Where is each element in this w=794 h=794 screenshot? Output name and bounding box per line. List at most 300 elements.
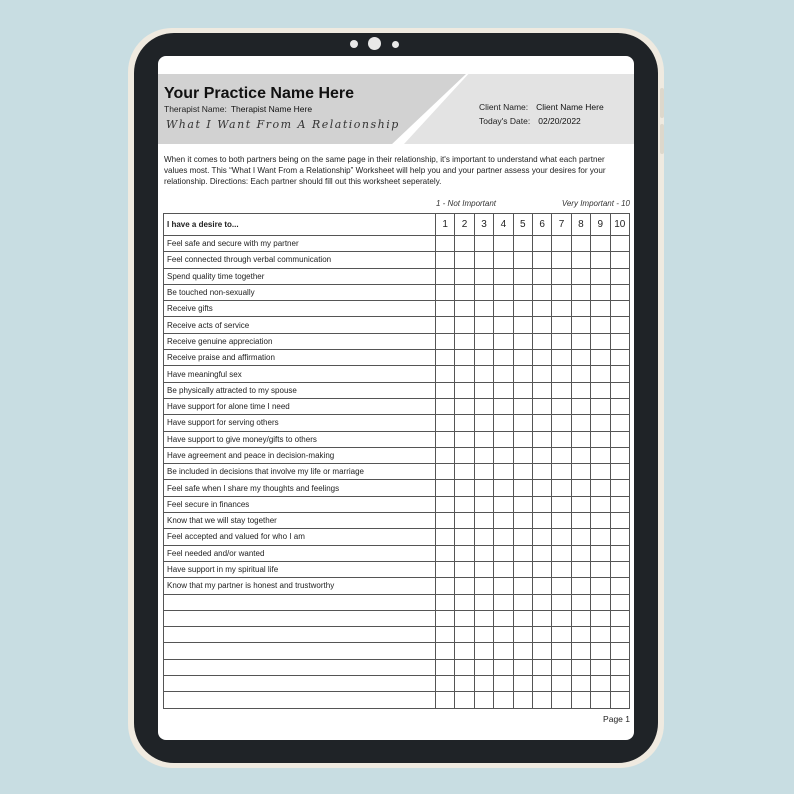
rating-cell[interactable] xyxy=(591,236,610,252)
rating-cell[interactable] xyxy=(552,398,571,414)
rating-cell[interactable] xyxy=(591,545,610,561)
rating-cell[interactable] xyxy=(436,561,455,577)
rating-cell[interactable] xyxy=(455,545,474,561)
rating-cell[interactable] xyxy=(571,496,590,512)
rating-cell[interactable] xyxy=(494,529,513,545)
rating-cell[interactable] xyxy=(494,350,513,366)
rating-cell[interactable] xyxy=(474,610,493,626)
rating-cell[interactable] xyxy=(552,464,571,480)
rating-cell[interactable] xyxy=(436,643,455,659)
rating-cell[interactable] xyxy=(532,333,551,349)
rating-cell[interactable] xyxy=(532,366,551,382)
rating-cell[interactable] xyxy=(455,268,474,284)
rating-cell[interactable] xyxy=(436,382,455,398)
rating-cell[interactable] xyxy=(571,268,590,284)
rating-cell[interactable] xyxy=(532,545,551,561)
rating-cell[interactable] xyxy=(552,366,571,382)
rating-cell[interactable] xyxy=(436,513,455,529)
rating-cell[interactable] xyxy=(591,333,610,349)
desire-label: Feel secure in finances xyxy=(164,496,436,512)
rating-cell[interactable] xyxy=(494,496,513,512)
rating-cell[interactable] xyxy=(610,627,629,643)
rating-cell[interactable] xyxy=(610,366,629,382)
rating-cell[interactable] xyxy=(513,578,532,594)
desire-label: Receive acts of service xyxy=(164,317,436,333)
rating-cell[interactable] xyxy=(571,382,590,398)
rating-cell[interactable] xyxy=(552,513,571,529)
rating-cell[interactable] xyxy=(455,382,474,398)
rating-cell[interactable] xyxy=(513,659,532,675)
rating-cell[interactable] xyxy=(474,431,493,447)
rating-cell[interactable] xyxy=(436,659,455,675)
rating-cell[interactable] xyxy=(610,398,629,414)
rating-cell[interactable] xyxy=(455,284,474,300)
rating-cell[interactable] xyxy=(474,464,493,480)
rating-cell[interactable] xyxy=(513,643,532,659)
rating-cell[interactable] xyxy=(591,464,610,480)
rating-cell[interactable] xyxy=(571,594,590,610)
rating-cell[interactable] xyxy=(474,561,493,577)
rating-cell[interactable] xyxy=(455,659,474,675)
rating-cell[interactable] xyxy=(513,366,532,382)
rating-cell[interactable] xyxy=(610,480,629,496)
rating-cell[interactable] xyxy=(552,301,571,317)
rating-cell[interactable] xyxy=(532,480,551,496)
rating-cell[interactable] xyxy=(532,464,551,480)
rating-cell[interactable] xyxy=(610,594,629,610)
rating-cell[interactable] xyxy=(455,366,474,382)
rating-cell[interactable] xyxy=(610,415,629,431)
rating-cell[interactable] xyxy=(513,236,532,252)
rating-cell[interactable] xyxy=(571,513,590,529)
rating-cell[interactable] xyxy=(494,236,513,252)
rating-cell[interactable] xyxy=(455,236,474,252)
rating-cell[interactable] xyxy=(474,268,493,284)
rating-cell[interactable] xyxy=(591,317,610,333)
rating-cell[interactable] xyxy=(532,350,551,366)
rating-cell[interactable] xyxy=(513,252,532,268)
rating-cell[interactable] xyxy=(436,415,455,431)
rating-cell[interactable] xyxy=(474,480,493,496)
rating-cell[interactable] xyxy=(513,431,532,447)
rating-cell[interactable] xyxy=(552,627,571,643)
rating-cell[interactable] xyxy=(552,431,571,447)
rating-cell[interactable] xyxy=(532,415,551,431)
rating-cell[interactable] xyxy=(552,350,571,366)
rating-cell[interactable] xyxy=(552,643,571,659)
rating-cell[interactable] xyxy=(591,252,610,268)
rating-cell[interactable] xyxy=(610,268,629,284)
rating-cell[interactable] xyxy=(591,659,610,675)
rating-cell[interactable] xyxy=(513,284,532,300)
rating-cell[interactable] xyxy=(494,464,513,480)
rating-cell[interactable] xyxy=(455,594,474,610)
rating-cell[interactable] xyxy=(494,252,513,268)
rating-cell[interactable] xyxy=(552,252,571,268)
rating-cell[interactable] xyxy=(591,268,610,284)
rating-cell[interactable] xyxy=(513,317,532,333)
rating-cell[interactable] xyxy=(494,415,513,431)
rating-cell[interactable] xyxy=(513,333,532,349)
rating-cell[interactable] xyxy=(552,496,571,512)
rating-cell[interactable] xyxy=(494,317,513,333)
rating-cell[interactable] xyxy=(552,561,571,577)
rating-cell[interactable] xyxy=(436,610,455,626)
rating-cell[interactable] xyxy=(552,268,571,284)
rating-cell[interactable] xyxy=(474,594,493,610)
rating-cell[interactable] xyxy=(571,431,590,447)
rating-cell[interactable] xyxy=(455,464,474,480)
rating-cell[interactable] xyxy=(513,480,532,496)
rating-cell[interactable] xyxy=(455,627,474,643)
rating-cell[interactable] xyxy=(532,317,551,333)
rating-cell[interactable] xyxy=(571,643,590,659)
rating-cell[interactable] xyxy=(552,692,571,708)
rating-cell[interactable] xyxy=(474,382,493,398)
rating-cell[interactable] xyxy=(552,333,571,349)
rating-cell[interactable] xyxy=(591,578,610,594)
rating-cell[interactable] xyxy=(591,594,610,610)
rating-cell[interactable] xyxy=(474,333,493,349)
rating-cell[interactable] xyxy=(532,692,551,708)
rating-cell[interactable] xyxy=(455,333,474,349)
rating-cell[interactable] xyxy=(610,301,629,317)
rating-cell[interactable] xyxy=(532,431,551,447)
rating-cell[interactable] xyxy=(610,252,629,268)
rating-cell[interactable] xyxy=(532,594,551,610)
rating-cell[interactable] xyxy=(532,382,551,398)
rating-cell[interactable] xyxy=(591,431,610,447)
rating-cell[interactable] xyxy=(436,333,455,349)
rating-cell[interactable] xyxy=(591,447,610,463)
rating-cell[interactable] xyxy=(474,366,493,382)
rating-cell[interactable] xyxy=(552,415,571,431)
rating-cell[interactable] xyxy=(532,561,551,577)
rating-cell[interactable] xyxy=(571,464,590,480)
rating-cell[interactable] xyxy=(591,627,610,643)
rating-cell[interactable] xyxy=(571,561,590,577)
rating-cell[interactable] xyxy=(610,692,629,708)
date-value[interactable]: 02/20/2022 xyxy=(538,116,581,126)
rating-cell[interactable] xyxy=(532,236,551,252)
rating-cell[interactable] xyxy=(610,561,629,577)
rating-cell[interactable] xyxy=(591,366,610,382)
rating-cell[interactable] xyxy=(436,268,455,284)
rating-cell[interactable] xyxy=(513,676,532,692)
rating-cell[interactable] xyxy=(494,366,513,382)
rating-cell[interactable] xyxy=(591,301,610,317)
rating-cell[interactable] xyxy=(591,529,610,545)
rating-cell[interactable] xyxy=(610,382,629,398)
rating-cell[interactable] xyxy=(610,659,629,675)
rating-cell[interactable] xyxy=(552,610,571,626)
desire-label xyxy=(164,610,436,626)
rating-cell[interactable] xyxy=(552,578,571,594)
rating-cell[interactable] xyxy=(455,447,474,463)
rating-cell[interactable] xyxy=(532,659,551,675)
rating-cell[interactable] xyxy=(552,480,571,496)
rating-cell[interactable] xyxy=(610,513,629,529)
rating-cell[interactable] xyxy=(455,529,474,545)
rating-cell[interactable] xyxy=(494,447,513,463)
rating-cell[interactable] xyxy=(591,561,610,577)
rating-cell[interactable] xyxy=(474,545,493,561)
rating-cell[interactable] xyxy=(494,692,513,708)
rating-cell[interactable] xyxy=(436,284,455,300)
rating-cell[interactable] xyxy=(532,398,551,414)
rating-cell[interactable] xyxy=(474,627,493,643)
rating-cell[interactable] xyxy=(591,382,610,398)
rating-cell[interactable] xyxy=(513,692,532,708)
rating-cell[interactable] xyxy=(532,496,551,512)
rating-cell[interactable] xyxy=(436,545,455,561)
rating-cell[interactable] xyxy=(436,252,455,268)
rating-cell[interactable] xyxy=(494,268,513,284)
rating-cell[interactable] xyxy=(591,676,610,692)
rating-cell[interactable] xyxy=(571,529,590,545)
rating-cell[interactable] xyxy=(474,513,493,529)
rating-cell[interactable] xyxy=(532,643,551,659)
rating-cell[interactable] xyxy=(610,676,629,692)
rating-cell[interactable] xyxy=(474,284,493,300)
rating-cell[interactable] xyxy=(455,561,474,577)
rating-cell[interactable] xyxy=(436,350,455,366)
rating-cell[interactable] xyxy=(436,692,455,708)
rating-cell[interactable] xyxy=(532,610,551,626)
rating-cell[interactable] xyxy=(610,350,629,366)
rating-cell[interactable] xyxy=(610,317,629,333)
rating-cell[interactable] xyxy=(455,431,474,447)
rating-cell[interactable] xyxy=(552,382,571,398)
rating-cell[interactable] xyxy=(455,496,474,512)
rating-cell[interactable] xyxy=(513,447,532,463)
rating-cell[interactable] xyxy=(513,627,532,643)
rating-cell[interactable] xyxy=(513,268,532,284)
rating-cell[interactable] xyxy=(474,659,493,675)
desire-label: Have support to give money/gifts to others xyxy=(164,431,436,447)
rating-cell[interactable] xyxy=(474,236,493,252)
rating-cell[interactable] xyxy=(591,398,610,414)
rating-cell[interactable] xyxy=(494,513,513,529)
rating-cell[interactable] xyxy=(571,350,590,366)
rating-cell[interactable] xyxy=(494,431,513,447)
rating-cell[interactable] xyxy=(474,578,493,594)
rating-cell[interactable] xyxy=(513,496,532,512)
rating-cell[interactable] xyxy=(552,529,571,545)
rating-cell[interactable] xyxy=(513,350,532,366)
rating-cell[interactable] xyxy=(474,398,493,414)
rating-cell[interactable] xyxy=(513,513,532,529)
rating-cell[interactable] xyxy=(513,415,532,431)
rating-cell[interactable] xyxy=(455,415,474,431)
rating-cell[interactable] xyxy=(591,415,610,431)
rating-cell[interactable] xyxy=(474,415,493,431)
rating-cell[interactable] xyxy=(513,301,532,317)
rating-cell[interactable] xyxy=(513,464,532,480)
rating-cell[interactable] xyxy=(552,236,571,252)
rating-cell[interactable] xyxy=(436,578,455,594)
rating-cell[interactable] xyxy=(591,480,610,496)
rating-cell[interactable] xyxy=(571,415,590,431)
rating-cell[interactable] xyxy=(591,643,610,659)
rating-cell[interactable] xyxy=(532,676,551,692)
rating-cell[interactable] xyxy=(436,366,455,382)
rating-cell[interactable] xyxy=(494,284,513,300)
rating-cell[interactable] xyxy=(455,643,474,659)
rating-cell[interactable] xyxy=(494,561,513,577)
rating-cell[interactable] xyxy=(610,333,629,349)
rating-cell[interactable] xyxy=(571,366,590,382)
rating-cell[interactable] xyxy=(494,545,513,561)
rating-cell[interactable] xyxy=(474,692,493,708)
rating-cell[interactable] xyxy=(571,333,590,349)
rating-cell[interactable] xyxy=(436,464,455,480)
rating-cell[interactable] xyxy=(436,317,455,333)
rating-cell[interactable] xyxy=(436,529,455,545)
rating-cell[interactable] xyxy=(610,447,629,463)
rating-cell[interactable] xyxy=(513,529,532,545)
rating-cell[interactable] xyxy=(591,284,610,300)
rating-cell[interactable] xyxy=(494,643,513,659)
rating-cell[interactable] xyxy=(591,350,610,366)
rating-cell[interactable] xyxy=(571,398,590,414)
rating-cell[interactable] xyxy=(474,447,493,463)
rating-cell[interactable] xyxy=(455,350,474,366)
rating-cell[interactable] xyxy=(571,676,590,692)
scale-high: Very Important - 10 xyxy=(561,199,630,208)
rating-cell[interactable] xyxy=(532,301,551,317)
rating-cell[interactable] xyxy=(532,513,551,529)
rating-cell[interactable] xyxy=(571,545,590,561)
rating-cell[interactable] xyxy=(552,284,571,300)
rating-cell[interactable] xyxy=(610,236,629,252)
rating-cell[interactable] xyxy=(532,627,551,643)
rating-cell[interactable] xyxy=(610,578,629,594)
rating-cell[interactable] xyxy=(474,252,493,268)
rating-cell[interactable] xyxy=(494,594,513,610)
rating-cell[interactable] xyxy=(571,317,590,333)
rating-cell[interactable] xyxy=(532,252,551,268)
rating-cell[interactable] xyxy=(552,545,571,561)
rating-cell[interactable] xyxy=(513,545,532,561)
rating-cell[interactable] xyxy=(494,301,513,317)
rating-cell[interactable] xyxy=(494,480,513,496)
rating-cell[interactable] xyxy=(571,301,590,317)
desire-label: Have support for alone time I need xyxy=(164,398,436,414)
rating-cell[interactable] xyxy=(571,692,590,708)
rating-cell[interactable] xyxy=(494,333,513,349)
rating-cell[interactable] xyxy=(455,252,474,268)
rating-cell[interactable] xyxy=(455,317,474,333)
rating-cell[interactable] xyxy=(571,627,590,643)
rating-cell[interactable] xyxy=(571,659,590,675)
rating-cell[interactable] xyxy=(455,676,474,692)
rating-cell[interactable] xyxy=(455,692,474,708)
rating-cell[interactable] xyxy=(494,578,513,594)
rating-cell[interactable] xyxy=(513,594,532,610)
therapist-name[interactable]: Therapist Name Here xyxy=(230,104,313,114)
rating-cell[interactable] xyxy=(513,398,532,414)
rating-cell[interactable] xyxy=(455,301,474,317)
rating-cell[interactable] xyxy=(494,382,513,398)
rating-cell[interactable] xyxy=(571,284,590,300)
rating-cell[interactable] xyxy=(571,480,590,496)
rating-cell[interactable] xyxy=(436,594,455,610)
rating-cell[interactable] xyxy=(436,627,455,643)
rating-cell[interactable] xyxy=(532,447,551,463)
rating-cell[interactable] xyxy=(552,676,571,692)
rating-cell[interactable] xyxy=(532,284,551,300)
rating-cell[interactable] xyxy=(455,480,474,496)
rating-cell[interactable] xyxy=(494,676,513,692)
rating-cell[interactable] xyxy=(552,594,571,610)
rating-cell[interactable] xyxy=(436,676,455,692)
rating-cell[interactable] xyxy=(436,431,455,447)
rating-cell[interactable] xyxy=(571,236,590,252)
rating-cell[interactable] xyxy=(436,236,455,252)
rating-cell[interactable] xyxy=(494,659,513,675)
rating-cell[interactable] xyxy=(436,447,455,463)
rating-cell[interactable] xyxy=(610,529,629,545)
rating-cell[interactable] xyxy=(513,561,532,577)
rating-cell[interactable] xyxy=(513,382,532,398)
rating-cell[interactable] xyxy=(494,627,513,643)
rating-cell[interactable] xyxy=(474,529,493,545)
rating-cell[interactable] xyxy=(610,643,629,659)
rating-cell[interactable] xyxy=(455,610,474,626)
rating-cell[interactable] xyxy=(494,610,513,626)
rating-cell[interactable] xyxy=(436,496,455,512)
rating-cell[interactable] xyxy=(571,252,590,268)
rating-cell[interactable] xyxy=(591,610,610,626)
rating-cell[interactable] xyxy=(474,676,493,692)
rating-cell[interactable] xyxy=(552,659,571,675)
rating-cell[interactable] xyxy=(494,398,513,414)
rating-cell[interactable] xyxy=(610,284,629,300)
rating-cell[interactable] xyxy=(455,398,474,414)
rating-cell[interactable] xyxy=(474,643,493,659)
rating-cell[interactable] xyxy=(571,610,590,626)
rating-cell[interactable] xyxy=(532,578,551,594)
rating-cell[interactable] xyxy=(591,513,610,529)
rating-cell[interactable] xyxy=(610,464,629,480)
rating-cell[interactable] xyxy=(474,301,493,317)
rating-cell[interactable] xyxy=(436,480,455,496)
rating-cell[interactable] xyxy=(552,447,571,463)
rating-cell[interactable] xyxy=(436,398,455,414)
rating-cell[interactable] xyxy=(552,317,571,333)
rating-cell[interactable] xyxy=(610,545,629,561)
sensor-icon xyxy=(392,41,399,48)
rating-cell[interactable] xyxy=(532,529,551,545)
rating-cell[interactable] xyxy=(455,513,474,529)
rating-cell[interactable] xyxy=(610,610,629,626)
rating-cell[interactable] xyxy=(474,496,493,512)
rating-cell[interactable] xyxy=(591,692,610,708)
rating-cell[interactable] xyxy=(455,578,474,594)
rating-cell[interactable] xyxy=(474,350,493,366)
rating-cell[interactable] xyxy=(571,578,590,594)
rating-cell[interactable] xyxy=(571,447,590,463)
rating-cell[interactable] xyxy=(610,496,629,512)
rating-cell[interactable] xyxy=(513,610,532,626)
rating-cell[interactable] xyxy=(532,268,551,284)
rating-cell[interactable] xyxy=(474,317,493,333)
rating-cell[interactable] xyxy=(610,431,629,447)
rating-cell[interactable] xyxy=(591,496,610,512)
rating-cell[interactable] xyxy=(436,301,455,317)
client-name[interactable]: Client Name Here xyxy=(536,102,604,112)
